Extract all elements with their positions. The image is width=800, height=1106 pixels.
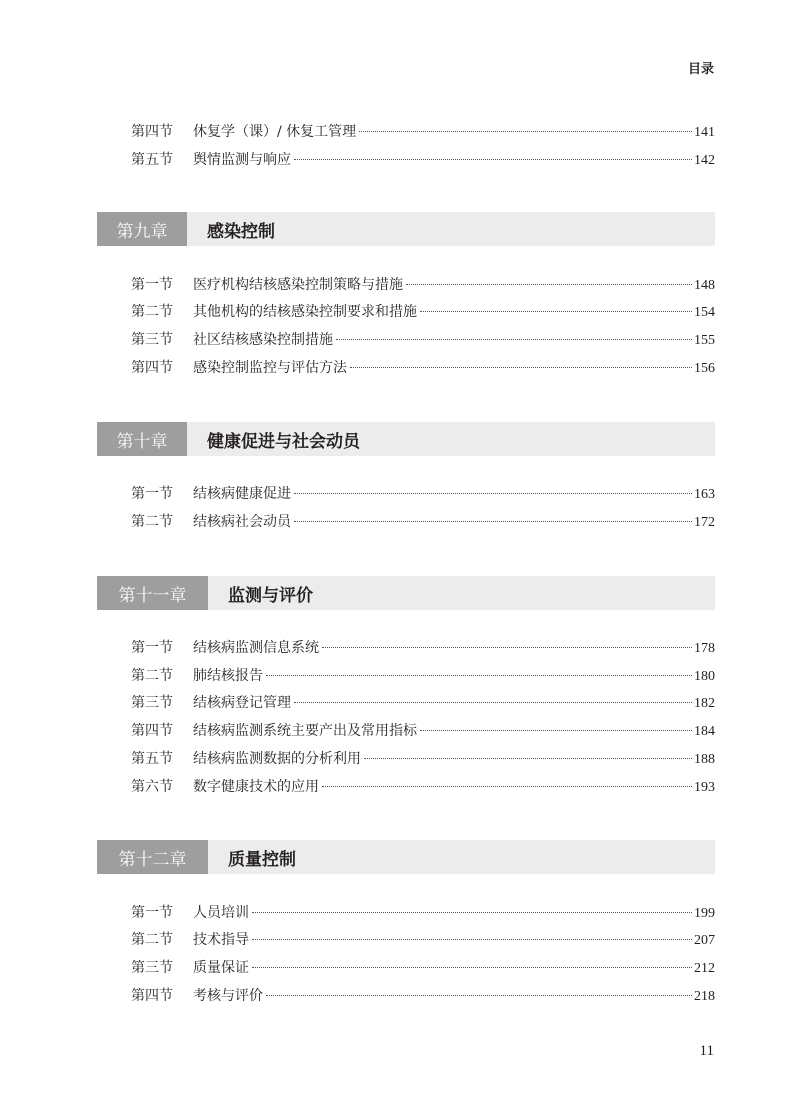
chapter-number: 第九章 <box>97 212 187 246</box>
toc-entry <box>131 692 715 714</box>
section-label: 第二节 <box>131 514 173 530</box>
section-label: 第四节 <box>131 723 173 739</box>
page-ref: 184 <box>694 724 715 739</box>
section-label: 第二节 <box>131 668 173 684</box>
dot-leader <box>252 912 692 913</box>
page-ref: 155 <box>694 333 715 348</box>
toc-entry <box>131 902 715 924</box>
toc-entry <box>131 929 715 951</box>
chapter-title: 健康促进与社会动员 <box>207 431 360 452</box>
dot-leader <box>266 995 692 996</box>
dot-leader <box>294 159 692 160</box>
toc-entry <box>131 720 715 742</box>
page-ref: 218 <box>694 989 715 1004</box>
section-title: 舆情监测与响应 <box>193 152 291 168</box>
section-label: 第三节 <box>131 695 173 711</box>
page-ref: 182 <box>694 696 715 711</box>
section-title: 医疗机构结核感染控制策略与措施 <box>193 277 403 293</box>
section-label: 第三节 <box>131 960 173 976</box>
section-label: 第一节 <box>131 277 173 293</box>
dot-leader <box>266 675 692 676</box>
page-ref: 207 <box>694 933 715 948</box>
page-ref: 199 <box>694 906 715 921</box>
dot-leader <box>364 758 692 759</box>
section-title: 其他机构的结核感染控制要求和措施 <box>193 304 417 320</box>
dot-leader <box>252 939 692 940</box>
section-label: 第一节 <box>131 640 173 656</box>
section-label: 第五节 <box>131 152 173 168</box>
section-title: 结核病登记管理 <box>193 695 291 711</box>
dot-leader <box>294 521 692 522</box>
section-label: 第四节 <box>131 988 173 1004</box>
section-label: 第二节 <box>131 932 173 948</box>
page-ref: 148 <box>694 278 715 293</box>
section-label: 第二节 <box>131 304 173 320</box>
section-label: 第五节 <box>131 751 173 767</box>
section-label: 第一节 <box>131 905 173 921</box>
section-label: 第一节 <box>131 486 173 502</box>
page-ref: 180 <box>694 669 715 684</box>
section-title: 结核病监测数据的分析利用 <box>193 751 361 767</box>
dot-leader <box>294 493 692 494</box>
dot-leader <box>350 367 692 368</box>
section-label: 第六节 <box>131 779 173 795</box>
section-title: 休复学（课）/ 休复工管理 <box>193 124 357 140</box>
section-title: 结核病健康促进 <box>193 486 291 502</box>
dot-leader <box>252 967 692 968</box>
toc-entry <box>131 274 715 296</box>
chapter-title: 质量控制 <box>228 849 296 870</box>
toc-entry <box>131 748 715 770</box>
toc-entry <box>131 149 715 171</box>
dot-leader <box>336 339 692 340</box>
chapter-heading <box>97 840 715 874</box>
section-title: 结核病监测系统主要产出及常用指标 <box>193 723 417 739</box>
page-ref: 141 <box>694 125 715 140</box>
toc-entry <box>131 483 715 505</box>
toc-entry <box>131 329 715 351</box>
chapter-heading <box>97 576 715 610</box>
chapter-title: 感染控制 <box>207 221 275 242</box>
toc-entry <box>131 776 715 798</box>
toc-entry <box>131 121 715 143</box>
toc-entry <box>131 985 715 1007</box>
dot-leader <box>406 284 692 285</box>
chapter-number: 第十一章 <box>97 576 208 610</box>
page-ref: 178 <box>694 641 715 656</box>
section-title: 人员培训 <box>193 905 249 921</box>
toc-entry <box>131 357 715 379</box>
chapter-heading <box>97 422 715 456</box>
section-title: 结核病社会动员 <box>193 514 291 530</box>
page-ref: 156 <box>694 361 715 376</box>
dot-leader <box>294 702 692 703</box>
toc-entry <box>131 301 715 323</box>
section-title: 感染控制监控与评估方法 <box>193 360 347 376</box>
section-title: 社区结核感染控制措施 <box>193 332 333 348</box>
page-ref: 154 <box>694 305 715 320</box>
chapter-title: 监测与评价 <box>228 585 313 606</box>
running-head: 目录 <box>687 62 714 77</box>
dot-leader <box>322 647 692 648</box>
toc-entry <box>131 511 715 533</box>
chapter-heading <box>97 212 715 246</box>
chapter-number: 第十章 <box>97 422 187 456</box>
section-title: 数字健康技术的应用 <box>193 779 319 795</box>
toc-entry <box>131 665 715 687</box>
page-number: 11 <box>699 1043 714 1059</box>
page-ref: 188 <box>694 752 715 767</box>
page-ref: 212 <box>694 961 715 976</box>
page-ref: 193 <box>694 780 715 795</box>
section-title: 肺结核报告 <box>193 668 263 684</box>
section-label: 第四节 <box>131 124 173 140</box>
section-title: 质量保证 <box>193 960 249 976</box>
toc-entry <box>131 637 715 659</box>
dot-leader <box>322 786 692 787</box>
toc-entry <box>131 957 715 979</box>
page-ref: 163 <box>694 487 715 502</box>
section-title: 考核与评价 <box>193 988 263 1004</box>
section-label: 第四节 <box>131 360 173 376</box>
section-title: 技术指导 <box>193 932 249 948</box>
dot-leader <box>359 131 692 132</box>
page-ref: 172 <box>694 515 715 530</box>
page-ref: 142 <box>694 153 715 168</box>
dot-leader <box>420 311 692 312</box>
section-label: 第三节 <box>131 332 173 348</box>
chapter-number: 第十二章 <box>97 840 208 874</box>
dot-leader <box>420 730 692 731</box>
section-title: 结核病监测信息系统 <box>193 640 319 656</box>
